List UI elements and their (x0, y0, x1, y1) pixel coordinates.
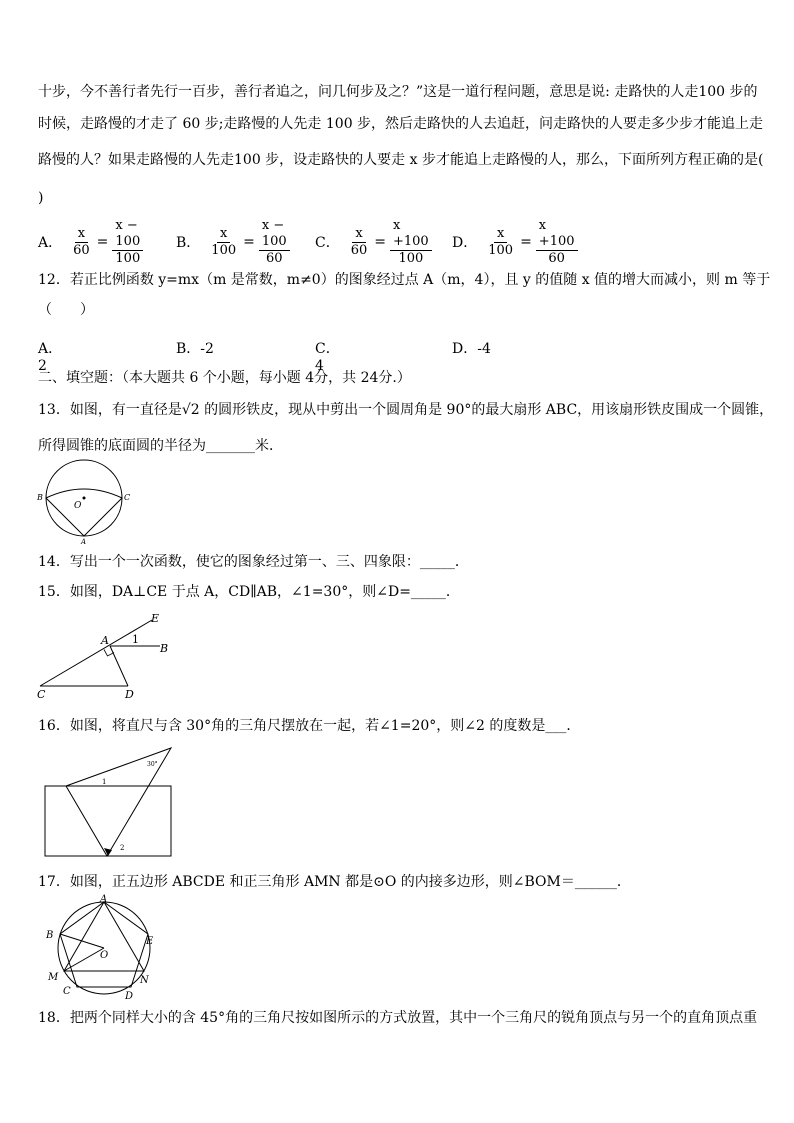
numerator: x (217, 226, 230, 243)
q16-line-1: 16．如图，将直尺与含 30°角的三角尺摆放在一起，若∠1=20°，则∠2 的度数是___． (38, 718, 581, 734)
q12-option-a: A．2 (38, 341, 63, 374)
label-n: N (140, 975, 149, 986)
denominator: 60 (548, 250, 565, 266)
q17-line-1: 17．如图，正五边形 ABCDE 和正三角形 AMN 都是⊙O 的内接多边形，则∠BOM＝______． (38, 874, 631, 890)
label-a: A (100, 894, 108, 905)
denominator: 60 (350, 242, 368, 258)
equals-sign: = (520, 234, 532, 250)
label-30-degrees: 30° (147, 761, 158, 768)
denominator: 100 (488, 242, 514, 258)
numerator: x +100 (536, 218, 578, 251)
q12-option-b: B．-2 (176, 341, 214, 357)
q17-figure (40, 894, 168, 1004)
label-c: C (124, 493, 131, 502)
label-angle-1: 1 (132, 633, 139, 646)
segment-om (64, 948, 104, 971)
q11-option-b (176, 217, 290, 266)
fraction-left (208, 226, 239, 259)
label-a: A (81, 538, 87, 544)
fraction-right (259, 218, 290, 267)
q11-line-2: 时候，走路慢的才走了 60 步;走路慢的人先走 100 步，然后走路快的人去追赶，问走路快的人要走多少步才能追上走 (38, 116, 764, 132)
ruler (45, 786, 171, 856)
q13-line-2: 所得圆锥的底面圆的半径为_______米． (38, 438, 283, 454)
fraction-right (112, 218, 143, 267)
option-label: A． (38, 235, 63, 251)
equals-sign: = (374, 234, 386, 250)
q11-line-4: ) (38, 190, 44, 206)
denominator: 60 (73, 242, 90, 258)
q11-option-d (452, 217, 578, 266)
denominator: 60 (265, 250, 283, 266)
denominator: 100 (211, 242, 237, 258)
regular-pentagon (60, 902, 148, 987)
line-ce (40, 620, 152, 686)
q15-line-1: 15．如图，DA⊥CE 于点 A，CD∥AB，∠1=30°，则∠D=_____． (38, 584, 460, 600)
label-e: E (151, 612, 160, 625)
center-point (83, 497, 86, 500)
q11-option-a (38, 217, 143, 266)
label-c: C (37, 688, 46, 700)
label-c: C (63, 986, 71, 997)
label-angle-2: 2 (120, 844, 125, 852)
option-label: D． (452, 235, 478, 251)
q15-figure (34, 610, 174, 700)
numerator: x − 100 (259, 218, 290, 251)
q13-figure (34, 458, 134, 544)
label-b: B (37, 493, 43, 502)
q13-line-1: 13．如图，有一直径是√2 的圆形铁皮，现从中剪出一个圆周角是 90°的最大扇形 ABC，用该扇形铁皮围成一个圆锥， (38, 402, 774, 418)
q11-option-c (315, 217, 432, 266)
fraction-left (485, 226, 516, 259)
q11-line-1: 十步，今不善行者先行一百步，善行者追之，问几何步及之？”这是一道行程问题，意思是说: 走路快的人走100 步的 (38, 84, 758, 100)
q12-line-2: （ ） (38, 302, 94, 318)
denominator: 100 (115, 250, 141, 266)
label-e: E (146, 936, 154, 947)
q14-line-1: 14．写出一个一次函数，使它的图象经过第一、三、四象限：_____． (38, 554, 469, 570)
q12-option-c: C．4 (315, 341, 340, 374)
q11-line-3: 路慢的人？如果走路慢的人先走100 步，设走路快的人要走 x 步才能追上走路慢的人，那么，下面所列方程正确的是( (38, 152, 764, 168)
fraction-right (536, 218, 578, 267)
fraction-left (70, 226, 93, 259)
label-o: O (100, 950, 109, 961)
radius-ac (84, 498, 122, 536)
label-a: A (101, 634, 109, 647)
option-label: C． (315, 235, 340, 251)
line-ad (110, 646, 128, 686)
denominator: 100 (398, 250, 424, 266)
numerator: x (75, 226, 88, 243)
fraction-left (348, 226, 371, 259)
equals-sign: = (243, 234, 255, 250)
q16-figure (40, 744, 180, 862)
label-d: D (125, 688, 134, 700)
label-m: M (48, 972, 59, 983)
numerator: x (494, 226, 507, 243)
q12-line-1: 12．若正比例函数 y=mx（m 是常数，m≠0）的图象经过点 A（m，4），且 y 的值随 x 值的增大而减小，则 m 等于 (38, 272, 771, 288)
section-heading: 二、填空题：（本大题共 6 个小题，每小题 4分，共 24分.） (38, 370, 411, 386)
label-d: D (125, 991, 134, 1002)
equals-sign: = (96, 234, 109, 250)
option-label: B． (176, 235, 201, 251)
q12-option-d: D．-4 (452, 341, 491, 357)
label-b: B (46, 930, 54, 941)
segment-ob (60, 934, 104, 948)
label-o: O (74, 501, 82, 511)
numerator: x +100 (390, 218, 432, 251)
fraction-right (390, 218, 432, 267)
label-b: B (160, 642, 169, 655)
q18-line-1: 18．把两个同样大小的含 45°角的三角尺按如图所示的方式放置，其中一个三角尺的锐角顶点与另一个的直角顶点重 (38, 1010, 758, 1026)
numerator: x − 100 (112, 218, 143, 251)
label-angle-1: 1 (102, 778, 107, 786)
numerator: x (352, 226, 365, 243)
